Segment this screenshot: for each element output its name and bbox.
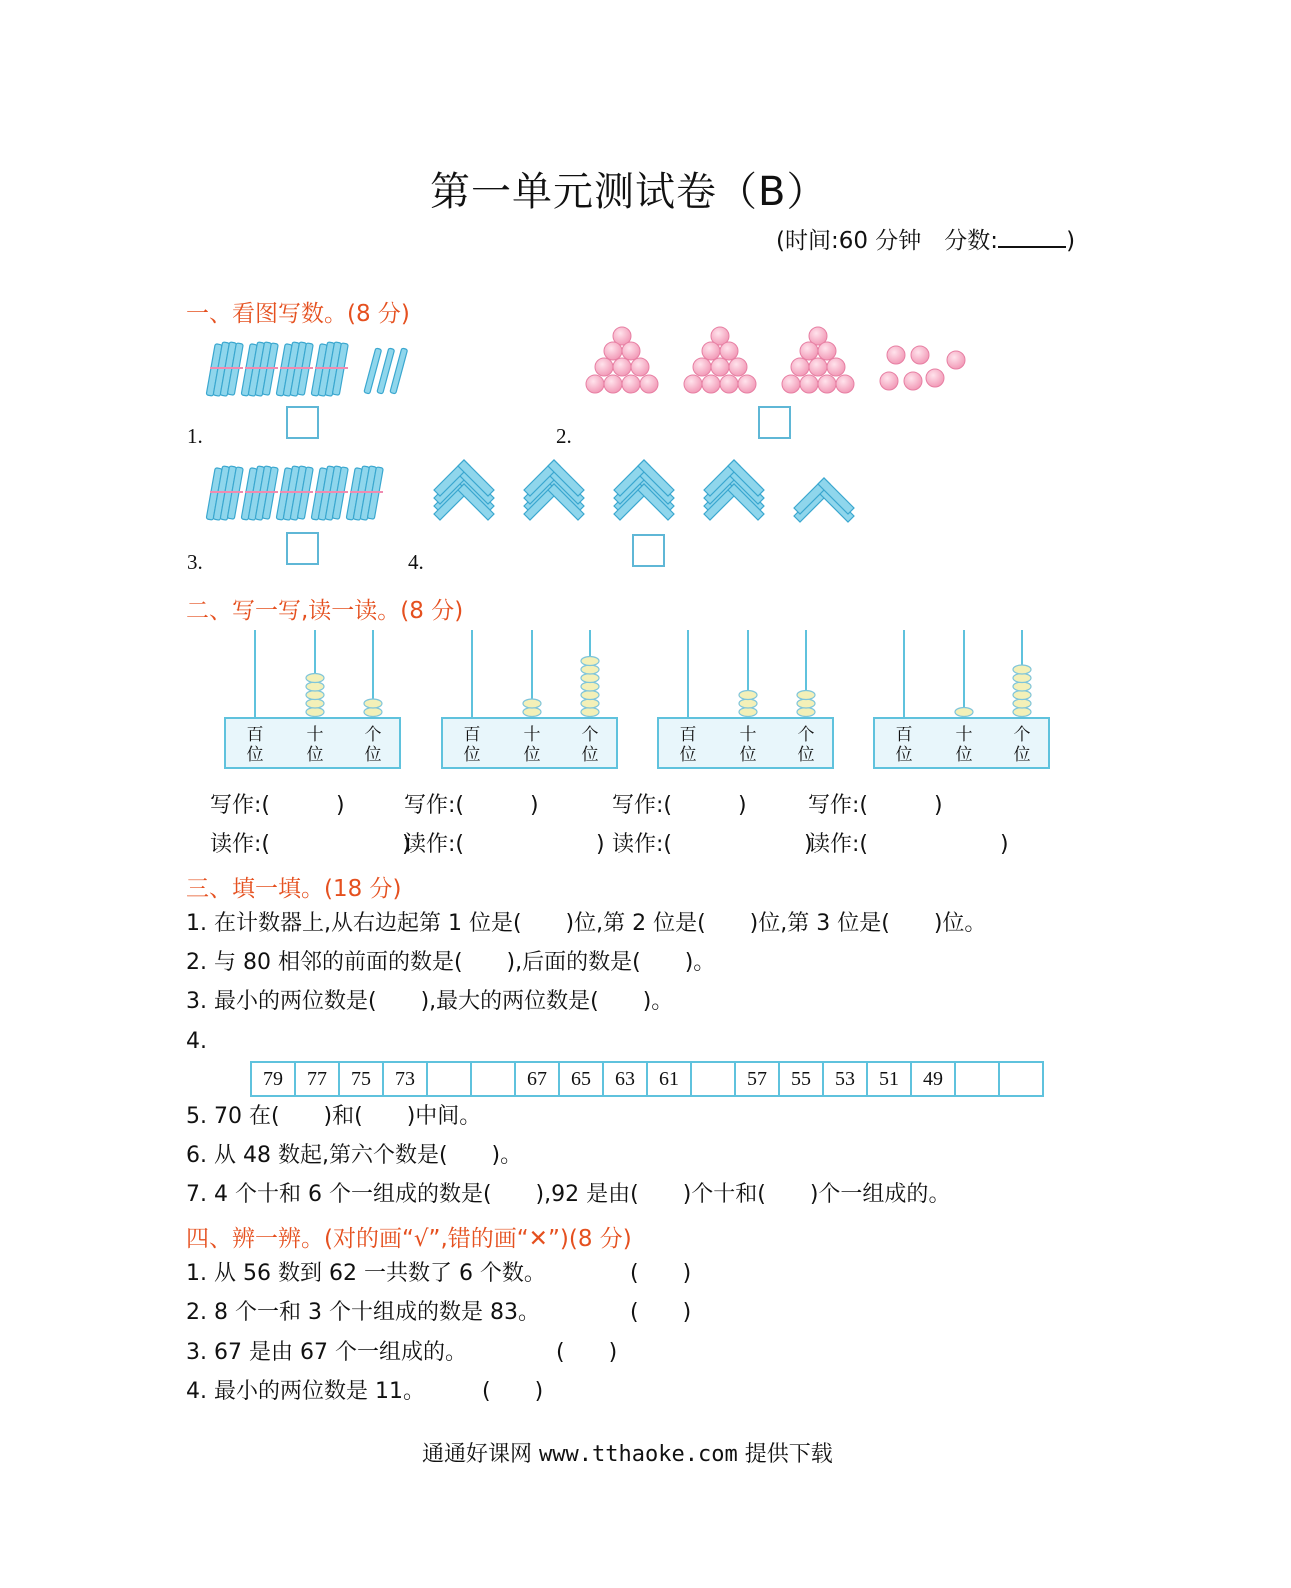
tens-place-label: 位 — [955, 745, 973, 765]
ones-bead — [581, 682, 599, 691]
ones-bead — [797, 691, 815, 700]
abacus-svg — [440, 628, 620, 773]
section3-heading: 三、填一填。(18 分) — [186, 876, 402, 902]
hundreds-place-label: 百 — [895, 725, 913, 745]
section1-heading: 一、看图写数。(8 分) — [186, 301, 410, 327]
time-label: (时间:60 分钟 分数: — [776, 228, 999, 254]
fill-item-7: 7. 4 个十和 6 个一组成的数是( ),92 是由( )个十和( )个一组成的。 — [186, 1182, 951, 1207]
ones-place-label: 位 — [364, 745, 382, 765]
abacus-svg — [223, 628, 403, 773]
judge-paren-2[interactable]: ( ) — [630, 1300, 692, 1325]
read-field-4[interactable]: 读作:( ) — [808, 832, 1009, 857]
hundreds-place-label: 位 — [895, 745, 913, 765]
ones-place-label: 个 — [797, 725, 815, 745]
footer-site-name: 通通好课网 — [422, 1442, 533, 1467]
hundreds-place-label: 位 — [679, 745, 697, 765]
ones-bead — [1013, 708, 1031, 717]
sequence-blank-cell[interactable] — [427, 1062, 471, 1096]
fill-item-6: 6. 从 48 数起,第六个数是( )。 — [186, 1143, 523, 1168]
page-title: 第一单元测试卷（B） — [430, 169, 828, 215]
ones-place-label: 位 — [797, 745, 815, 765]
sequence-cell: 75 — [339, 1062, 383, 1096]
tens-place-label: 十 — [306, 725, 324, 745]
footer-suffix: 提供下载 — [744, 1442, 833, 1467]
ones-bead — [797, 699, 815, 708]
sequence-cell: 55 — [779, 1062, 823, 1096]
read-field-1[interactable]: 读作:( ) — [210, 832, 411, 857]
ones-bead — [1013, 674, 1031, 683]
tens-bead — [306, 691, 324, 700]
ones-bead — [1013, 699, 1031, 708]
fill-item-3: 3. 最小的两位数是( ),最大的两位数是( )。 — [186, 989, 674, 1014]
bundled-sticks-picture-1 — [205, 338, 415, 400]
abacus-3 — [656, 628, 836, 778]
section4-heading: 四、辨一辨。(对的画“√”,错的画“✕”)(8 分) — [186, 1226, 632, 1252]
ones-bead — [364, 708, 382, 717]
pink-balls-picture — [580, 326, 970, 398]
tens-bead — [523, 699, 541, 708]
hundreds-place-label: 百 — [246, 725, 264, 745]
write-field-3[interactable]: 写作:( ) — [612, 793, 747, 818]
ones-bead — [581, 708, 599, 717]
judge-item-1: 1. 从 56 数到 62 一共数了 6 个数。 — [186, 1261, 546, 1286]
tens-bead — [523, 708, 541, 717]
footer — [422, 1437, 833, 1468]
time-label-end: ) — [1066, 228, 1076, 254]
write-field-4[interactable]: 写作:( ) — [808, 793, 943, 818]
ones-bead — [364, 699, 382, 708]
hundreds-place-label: 位 — [246, 745, 264, 765]
ones-bead — [1013, 682, 1031, 691]
sequence-blank-cell[interactable] — [691, 1062, 735, 1096]
q4-label: 4. — [408, 550, 424, 574]
judge-item-2: 2. 8 个一和 3 个十组成的数是 83。 — [186, 1300, 540, 1325]
tens-place-label: 位 — [306, 745, 324, 765]
tens-place-label: 十 — [955, 725, 973, 745]
fill-item-2: 2. 与 80 相邻的前面的数是( ),后面的数是( )。 — [186, 950, 716, 975]
ones-place-label: 位 — [581, 745, 599, 765]
tens-place-label: 位 — [523, 745, 541, 765]
sequence-cell: 79 — [251, 1062, 295, 1096]
sequence-cell: 49 — [911, 1062, 955, 1096]
tens-bead — [739, 708, 757, 717]
hundreds-place-label: 位 — [463, 745, 481, 765]
sequence-blank-cell[interactable] — [955, 1062, 999, 1096]
section2-heading: 二、写一写,读一读。(8 分) — [186, 598, 464, 624]
sequence-cell: 51 — [867, 1062, 911, 1096]
abacus-4 — [872, 628, 1052, 778]
q1-answer-box[interactable] — [286, 406, 319, 439]
hundreds-place-label: 百 — [463, 725, 481, 745]
hundreds-place-label: 百 — [679, 725, 697, 745]
sequence-blank-cell[interactable] — [999, 1062, 1043, 1096]
sequence-cell: 77 — [295, 1062, 339, 1096]
number-sequence-table — [250, 1061, 1044, 1097]
q4-answer-box[interactable] — [632, 534, 665, 567]
ones-bead — [1013, 691, 1031, 700]
judge-item-3: 3. 67 是由 67 个一组成的。 — [186, 1340, 467, 1365]
ones-bead — [1013, 665, 1031, 674]
q2-answer-box[interactable] — [758, 406, 791, 439]
read-field-2[interactable]: 读作:( ) — [404, 832, 605, 857]
tens-bead — [739, 691, 757, 700]
tens-bead — [739, 699, 757, 708]
tens-place-label: 位 — [739, 745, 757, 765]
sequence-cell: 61 — [647, 1062, 691, 1096]
ones-bead — [581, 674, 599, 683]
ones-bead — [581, 699, 599, 708]
abacus-svg — [656, 628, 836, 773]
q3-label: 3. — [187, 550, 203, 574]
ones-place-label: 个 — [581, 725, 599, 745]
tens-bead — [955, 708, 973, 717]
ones-bead — [581, 691, 599, 700]
judge-item-4: 4. 最小的两位数是 11。 — [186, 1379, 425, 1404]
write-field-2[interactable]: 写作:( ) — [404, 793, 539, 818]
judge-paren-3[interactable]: ( ) — [556, 1340, 618, 1365]
abacus-2 — [440, 628, 620, 778]
sequence-cell: 73 — [383, 1062, 427, 1096]
footer-url[interactable]: www.tthaoke.com — [539, 1442, 738, 1467]
read-field-3[interactable]: 读作:( ) — [612, 832, 813, 857]
ones-place-label: 个 — [364, 725, 382, 745]
sequence-cell: 63 — [603, 1062, 647, 1096]
ones-bead — [581, 665, 599, 674]
sequence-blank-cell[interactable] — [471, 1062, 515, 1096]
fill-item-4: 4. — [186, 1029, 207, 1054]
q3-answer-box[interactable] — [286, 532, 319, 565]
bundled-sticks-picture-3 — [205, 462, 395, 524]
tens-place-label: 十 — [739, 725, 757, 745]
tens-bead — [306, 708, 324, 717]
score-blank[interactable] — [998, 228, 1066, 248]
judge-paren-4[interactable]: ( ) — [482, 1379, 544, 1404]
tens-bead — [306, 682, 324, 691]
fill-item-5: 5. 70 在( )和( )中间。 — [186, 1104, 482, 1129]
ones-place-label: 位 — [1013, 745, 1031, 765]
q1-label: 1. — [187, 424, 203, 448]
time-score-info — [776, 222, 1075, 255]
tens-place-label: 十 — [523, 725, 541, 745]
sequence-cell: 67 — [515, 1062, 559, 1096]
abacus-1 — [223, 628, 403, 778]
tens-bead — [306, 674, 324, 683]
ones-place-label: 个 — [1013, 725, 1031, 745]
tens-bead — [306, 699, 324, 708]
sequence-cell: 65 — [559, 1062, 603, 1096]
fill-item-1: 1. 在计数器上,从右边起第 1 位是( )位,第 2 位是( )位,第 3 位是( )位。 — [186, 911, 987, 936]
sequence-cell: 53 — [823, 1062, 867, 1096]
judge-paren-1[interactable]: ( ) — [630, 1261, 692, 1286]
abacus-svg — [872, 628, 1052, 773]
ones-bead — [581, 657, 599, 666]
chevron-sticks-picture — [428, 456, 868, 530]
ones-bead — [797, 708, 815, 717]
sequence-cell: 57 — [735, 1062, 779, 1096]
q2-label: 2. — [556, 424, 572, 448]
write-field-1[interactable]: 写作:( ) — [210, 793, 345, 818]
